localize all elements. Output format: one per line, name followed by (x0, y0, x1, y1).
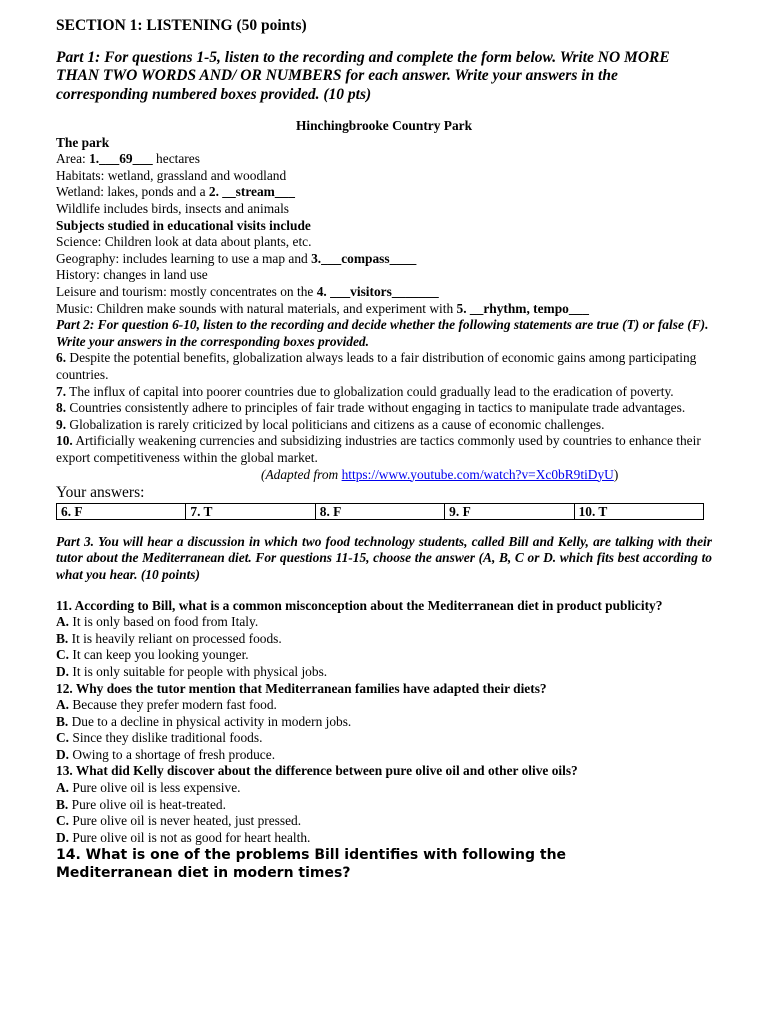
question-block (56, 598, 712, 681)
option-item: A. It is only based on food from Italy. (56, 614, 259, 630)
statement-item: 9. Globalization is rarely criticized by local politicians and citizens as a cause of economic challenges. (56, 416, 605, 432)
statement-item: 7. The influx of capital into poorer countries due to globalization could gradually lead to the eradication of poverty. (56, 383, 674, 399)
option-item: C. It can keep you looking younger. (56, 647, 249, 663)
statement-item: 8. Countries consistently adhere to principles of fair trade without engaging in tactics to manipulate trade advantages. (56, 400, 686, 416)
area-line: Area: 1.___69___ hectares (56, 151, 200, 167)
option-item: D. It is only suitable for people with physical jobs. (56, 663, 328, 679)
part1-instructions: Part 1: For questions 1-5, listen to the recording and complete the form below. Write NO MORE THAN TWO WORDS AND/ OR NUMBERS for each answer. Write your answers in the corresponding numbered boxes provided. (10 pts) (56, 48, 670, 103)
answer-cell: 7. T (186, 503, 315, 519)
subjects-heading: Subjects studied in educational visits include (56, 217, 311, 233)
question-text: 11. According to Bill, what is a common misconception about the Mediterranean diet in product publicity? (56, 597, 663, 613)
wildlife-line: Wildlife includes birds, insects and animals (56, 201, 290, 217)
option-item: D. Owing to a shortage of fresh produce. (56, 746, 276, 762)
leisure-line: Leisure and tourism: mostly concentrates on the 4. ___visitors_______ (56, 284, 439, 300)
answer-1: ___69___ (99, 151, 153, 167)
source-citation: (Adapted from https://www.youtube.com/watch?v=Xc0bR9tiDyU) (261, 466, 619, 482)
option-item: D. Pure olive oil is not as good for heart health. (56, 829, 311, 845)
option-item: C. Since they dislike traditional foods. (56, 730, 263, 746)
answer-2: __stream___ (222, 184, 295, 200)
question-text: 13. What did Kelly discover about the difference between pure olive oil and other olive oils? (56, 763, 578, 779)
answer-cell: 8. F (315, 503, 444, 519)
answer-4: ___visitors_______ (330, 284, 439, 300)
answer-5: __rhythm, tempo___ (469, 300, 589, 316)
wetland-line: Wetland: lakes, ponds and a 2. __stream___ (56, 184, 295, 200)
question-text: 12. Why does the tutor mention that Mediterranean families have adapted their diets? (56, 680, 547, 696)
option-item: A. Because they prefer modern fast food. (56, 697, 277, 713)
option-item: A. Pure olive oil is less expensive. (56, 780, 241, 796)
answers-table (56, 503, 704, 520)
form-title: Hinchingbrooke Country Park (295, 118, 473, 134)
option-item: B. It is heavily reliant on processed foods. (56, 630, 282, 646)
statement-item: 10. Artificially weakening currencies and subsidizing industries are tactics commonly used by countries to enhance their export competitiveness within the global market. (56, 433, 701, 465)
answers-label: Your answers: (56, 484, 145, 502)
worksheet-page (56, 14, 712, 882)
geography-line: Geography: includes learning to use a map and 3.___compass____ (56, 250, 417, 266)
history-line: History: changes in land use (56, 267, 208, 283)
statement-list (56, 350, 712, 466)
answer-3: ___compass____ (321, 250, 417, 266)
question-14-line-1: 14. What is one of the problems Bill identifies with following the (56, 847, 567, 864)
option-item: C. Pure olive oil is never heated, just pressed. (56, 813, 302, 829)
question-block (56, 681, 712, 764)
section-title: SECTION 1: LISTENING (50 points) (56, 17, 307, 34)
statement-item: 6. Despite the potential benefits, globalization always leads to a fair distribution of economic gains among participating countries. (56, 350, 697, 382)
science-line: Science: Children look at data about plants, etc. (56, 234, 312, 250)
music-line: Music: Children make sounds with natural materials, and experiment with 5. __rhythm, tempo___ (56, 300, 589, 316)
option-item: B. Pure olive oil is heat-treated. (56, 796, 226, 812)
habitats-line: Habitats: wetland, grassland and woodland (56, 167, 287, 183)
table-row (57, 503, 704, 519)
answer-cell: 6. F (57, 503, 186, 519)
question-14-line-2: Mediterranean diet in modern times? (56, 865, 351, 882)
answer-cell: 10. T (574, 503, 703, 519)
source-link[interactable]: https://www.youtube.com/watch?v=Xc0bR9tiDyU (341, 466, 614, 482)
question-block (56, 763, 712, 846)
answer-cell: 9. F (445, 503, 574, 519)
option-item: B. Due to a decline in physical activity in modern jobs. (56, 713, 352, 729)
part2-instructions: Part 2: For question 6-10, listen to the recording and decide whether the following statements are true (T) or false (F). Write your answers in the corresponding boxes provided. (56, 317, 709, 349)
park-heading: The park (56, 134, 110, 150)
part3-instructions: Part 3. You will hear a discussion in which two food technology students, called Bill and Kelly, are talking with their tutor about the Mediterranean diet. For questions 11-15, choose the answer (A, B, C or D. which fits best according to what you hear. (10 points) (56, 533, 712, 582)
